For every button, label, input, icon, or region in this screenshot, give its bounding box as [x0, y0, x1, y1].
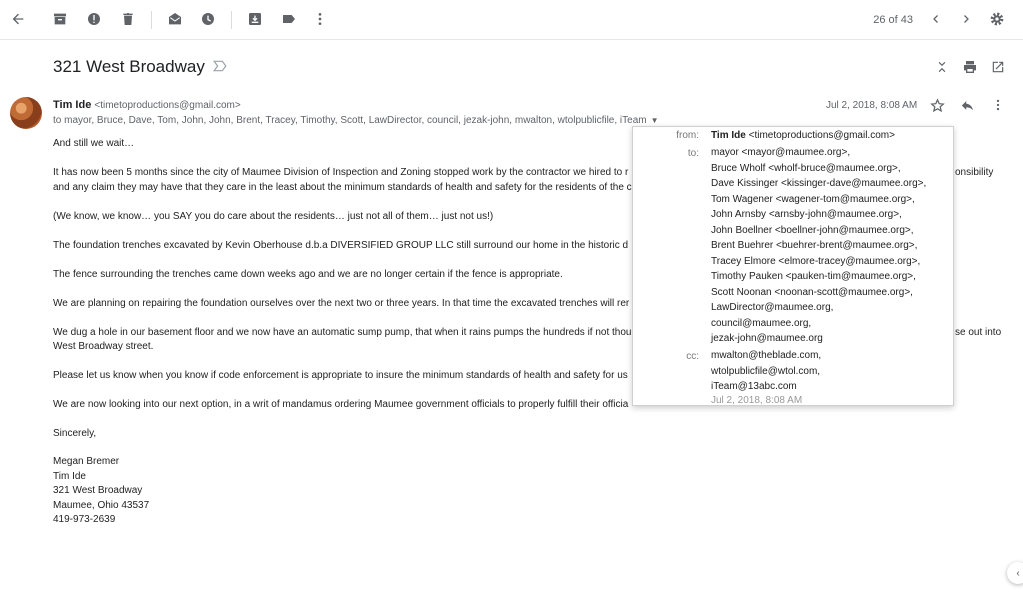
toolbar-separator — [151, 11, 152, 29]
recipient-details-popup — [632, 126, 954, 406]
side-panel-toggle-icon[interactable]: ‹ — [1007, 562, 1023, 584]
message-toolbar — [0, 0, 1023, 40]
signature-line: 321 West Broadway — [53, 485, 143, 496]
snooze-icon[interactable] — [198, 9, 218, 29]
print-icon[interactable] — [961, 58, 979, 76]
body-paragraph: We are planning on repairing the foundation ourselves over the next two or three years. In that time the excavated trenches will rer — [53, 297, 630, 309]
recipients-summary: to mayor, Bruce, Dave, Tom, John, John, Brent, Tracey, Timothy, Scott, LawDirector, council, jezak-john, mwalton, wtolpublicfile, iTeam — [53, 115, 647, 126]
more-options-icon[interactable] — [989, 96, 1007, 114]
newer-icon[interactable] — [956, 9, 976, 29]
back-arrow-icon[interactable] — [8, 9, 28, 29]
show-details-icon[interactable]: ▼ — [650, 116, 659, 125]
recipient-entry: Brent Buehrer <buehrer-brent@maumee.org>, — [711, 240, 918, 251]
recipient-entry: Timothy Pauken <pauken-tim@maumee.org>, — [711, 271, 916, 282]
reply-icon[interactable] — [958, 96, 976, 114]
recipient-entry: Scott Noonan <noonan-scott@maumee.org>, — [711, 286, 913, 298]
body-line: West Broadway street. — [53, 341, 154, 352]
from-label: from: — [676, 130, 699, 141]
older-icon[interactable] — [926, 9, 946, 29]
avatar[interactable] — [10, 97, 42, 129]
more-vert-icon[interactable] — [310, 9, 330, 29]
from-email: <timetoproductions@gmail.com> — [748, 130, 895, 141]
body-paragraph: The fence surrounding the trenches came down weeks ago and we are no longer certain if the fence is appropriate. — [53, 268, 563, 280]
signature-line: Maumee, Ohio 43537 — [53, 499, 150, 511]
open-new-window-icon[interactable] — [989, 58, 1007, 76]
body-line: It has now been 5 months since the city of Maumee Division of Inspection and Zoning stopped work by the contractor we hired to r — [53, 167, 629, 178]
recipients-line — [53, 115, 659, 126]
message-date: Jul 2, 2018, 8:08 AM — [826, 100, 918, 111]
details-date: Jul 2, 2018, 8:08 AM — [711, 395, 803, 406]
star-icon[interactable] — [928, 96, 946, 114]
body-paragraph: Please let us know when you know if code enforcement is appropriate to insure the minimum standards of health and safety for us — [53, 370, 628, 381]
delete-icon[interactable] — [118, 9, 138, 29]
recipient-entry: John Boellner <boellner-john@maumee.org>, — [711, 224, 914, 236]
report-spam-icon[interactable] — [84, 9, 104, 29]
cc-list — [711, 348, 821, 395]
toolbar-separator — [231, 11, 232, 29]
expand-all-icon[interactable] — [933, 58, 951, 76]
recipient-entry: Dave Kissinger <kissinger-dave@maumee.org>, — [711, 178, 927, 189]
recipient-entry: mayor <mayor@maumee.org>, — [711, 147, 851, 158]
signature-line: Megan Bremer — [53, 456, 120, 467]
recipient-entry: council@maumee.org, — [711, 317, 812, 329]
recipient-entry: Tracey Elmore <elmore-tracey@maumee.org>, — [711, 255, 921, 267]
body-paragraph: Sincerely, — [53, 428, 97, 439]
from-name: Tim Ide — [711, 130, 746, 141]
mark-unread-icon[interactable] — [165, 9, 185, 29]
sender-line — [53, 99, 241, 111]
body-line: and any claim they may have that they care in the least about the minimum standards of health and safety for the residents of the c — [53, 181, 632, 193]
signature — [53, 455, 149, 528]
body-paragraph: We are now looking into our next option, in a writ of mandamus ordering Maumee government officials to properly fulfill their officia — [53, 399, 629, 410]
importance-marker-icon[interactable] — [213, 59, 227, 75]
signature-line: 419-973-2639 — [53, 514, 116, 525]
archive-icon[interactable] — [50, 9, 70, 29]
recipient-entry: LawDirector@maumee.org, — [711, 302, 834, 313]
recipient-entry: jezak-john@maumee.org — [711, 333, 823, 344]
to-list — [711, 145, 926, 347]
message-count: 26 of 43 — [873, 14, 913, 26]
sender-email: <timetoproductions@gmail.com> — [94, 100, 241, 111]
recipient-entry: John Arnsby <arnsby-john@maumee.org>, — [711, 209, 902, 220]
sender-name[interactable]: Tim Ide — [53, 99, 92, 111]
body-paragraph: (We know, we know… you SAY you do care about the residents… just not all of them… just not us!) — [53, 210, 494, 222]
from-value — [711, 128, 895, 144]
recipient-entry: Bruce Wholf <wholf-bruce@maumee.org>, — [711, 162, 901, 174]
signature-line: Tim Ide — [53, 470, 86, 482]
cc-entry: mwalton@theblade.com, — [711, 350, 822, 361]
to-label: to: — [687, 148, 699, 159]
subject-row — [53, 54, 227, 80]
recipient-entry: Tom Wagener <wagener-tom@maumee.org>, — [711, 193, 915, 205]
cc-entry: iTeam@13abc.com — [711, 381, 797, 392]
label-icon[interactable] — [279, 9, 299, 29]
body-line: We dug a hole in our basement floor and we now have an automatic sump pump, that when it rains pumps the hundreds if not thou — [53, 326, 632, 338]
move-to-icon[interactable] — [245, 9, 265, 29]
body-paragraph: The foundation trenches excavated by Kevin Oberhouse d.b.a DIVERSIFIED GROUP LLC still surround our home in the historic d — [53, 239, 629, 251]
body-line-tail: onsibility — [955, 167, 994, 178]
body-line-tail: se out into — [955, 326, 1002, 338]
cc-entry: wtolpublicfile@wtol.com, — [711, 365, 821, 377]
settings-icon[interactable] — [987, 9, 1007, 29]
cc-label: cc: — [686, 351, 699, 362]
body-paragraph: And still we wait… — [53, 138, 135, 149]
email-subject: 321 West Broadway — [53, 57, 205, 76]
